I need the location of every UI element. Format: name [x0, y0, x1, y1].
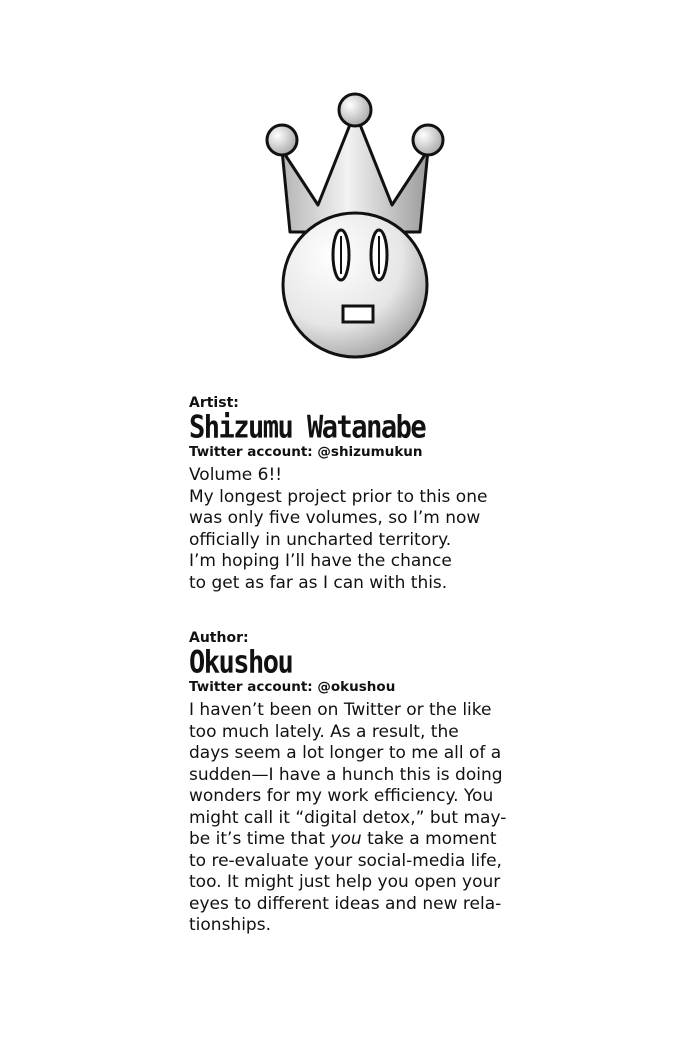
text-line: officially in uncharted territory. — [189, 529, 452, 550]
text-segment: take a moment — [367, 829, 497, 849]
text-line: tionships. — [189, 915, 271, 935]
emphasis-you: you — [330, 829, 362, 849]
text-line: might call it “digital detox,” but may- — [189, 807, 507, 828]
text-segment: be it’s time that — [189, 829, 326, 849]
artist-message — [189, 465, 549, 594]
text-line — [189, 829, 549, 851]
author-twitter: Twitter account: @okushou — [189, 679, 396, 695]
text-line: to get as far as I can with this. — [189, 572, 448, 593]
artist-twitter: Twitter account: @shizumukun — [189, 444, 423, 460]
text-line: I’m hoping I’ll have the chance — [189, 551, 452, 571]
text-line: I haven’t been on Twitter or the like — [189, 700, 492, 720]
text-line: to re-evaluate your social-media life, — [189, 850, 502, 871]
author-section — [189, 630, 549, 937]
artist-section — [189, 395, 549, 594]
author-role-label: Author: — [189, 630, 249, 646]
crown-head-mascot-icon — [0, 0, 700, 390]
author-message — [189, 700, 549, 937]
text-line: eyes to different ideas and new rela- — [189, 893, 502, 914]
text-line: sudden—I have a hunch this is doing — [189, 764, 503, 785]
text-line: wonders for my work efficiency. You — [189, 786, 494, 806]
text-line: My longest project prior to this one — [189, 486, 488, 507]
text-line: Volume 6!! — [189, 465, 283, 485]
artist-role-label: Artist: — [189, 395, 239, 411]
text-line: was only five volumes, so I’m now — [189, 508, 481, 528]
artist-name: Shizumu Watanabe — [189, 409, 426, 446]
author-name: Okushou — [189, 644, 293, 681]
text-line: too. It might just help you open your — [189, 872, 501, 892]
text-line: too much lately. As a result, the — [189, 721, 459, 742]
text-line: days seem a lot longer to me all of a — [189, 743, 502, 763]
